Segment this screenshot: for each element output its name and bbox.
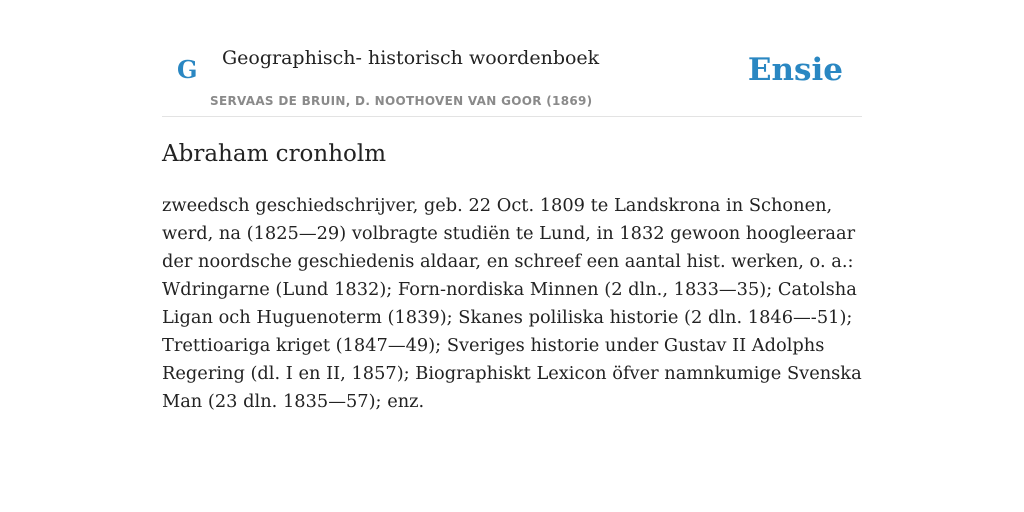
entry-title: Abraham cronholm xyxy=(162,141,387,167)
brand-logo-link[interactable]: Ensie xyxy=(747,52,843,88)
entry-body: zweedsch geschiedschrijver, geb. 22 Oct. 1809 te Landskrona in Schonen, werd, na (1825—29) volbragte studiën te Lund, in 1832 gewoon hoogleeraar der noordsche geschiedenis aldaar, en schreef een aantal hist. werken, o. a.: Wdringarne (Lund 1832); Forn-nordiska Minnen (2 dln., 1833—35); Catolsha Ligan och Huguenoterm (1839); Skanes poliliska historie (2 dln. 1846—-51); Trettioariga kriget (1847—49); Sveriges historie under Gustav II Adolphs Regering (dl. I en II, 1857); Biographiskt Lexicon öfver namnkumige Svenska Man (23 dln. 1835—57); enz. xyxy=(162,195,862,412)
book-logo-link[interactable]: G xyxy=(177,55,198,84)
header xyxy=(162,0,862,117)
book-title[interactable]: Geographisch- historisch woordenboek xyxy=(222,47,600,69)
book-author: SERVAAS DE BRUIN, D. NOOTHOVEN VAN GOOR (1869) xyxy=(210,94,593,108)
